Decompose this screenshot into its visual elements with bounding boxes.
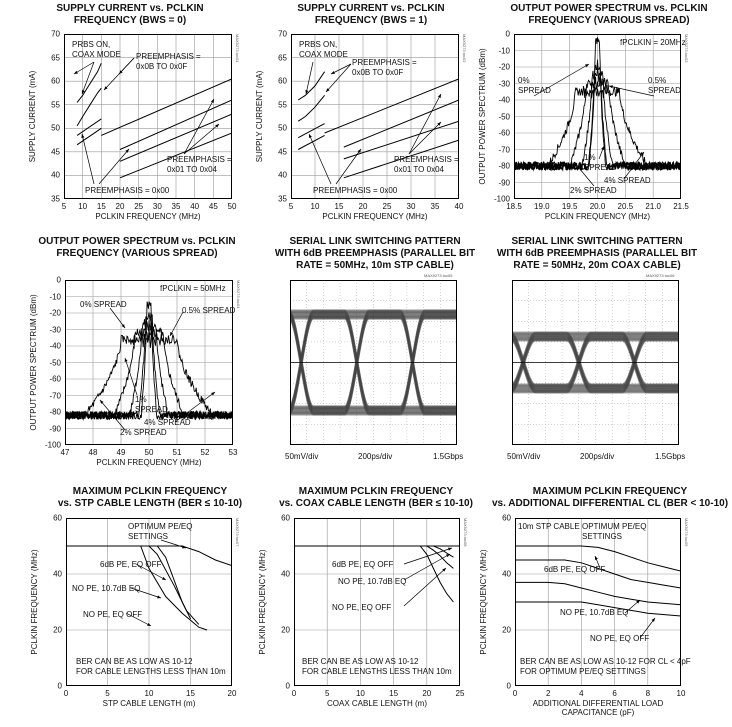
y-axis-label: OUTPUT POWER SPECTRUM (dBm)	[29, 294, 38, 431]
y-tick-label: -70	[49, 391, 61, 400]
title-line: MAXIMUM PCLKIN FREQUENCY	[298, 486, 454, 497]
title-line: vs. COAX CABLE LENGTH (BER ≤ 10-10)	[279, 498, 473, 509]
title-line: vs. STP CABLE LENGTH (BER ≤ 10-10)	[57, 498, 243, 509]
eye-bit-rate: 1.5Gbps	[433, 452, 464, 461]
y-tick-label: 20	[53, 625, 62, 635]
annotation: NO PE, EQ OFF	[332, 603, 392, 612]
annotation: fPCLKIN = 20MHz	[620, 38, 686, 47]
y-tick-label: -20	[49, 308, 61, 318]
annotation: PREEMPHASIS = 0x0B TO 0x0F	[136, 52, 201, 71]
annotation: PREEMPHASIS = 0x01 TO 0x04	[167, 155, 232, 174]
chart-title-p4	[22, 236, 252, 260]
annotation-arrow	[326, 64, 351, 92]
annotation-arrow	[82, 134, 94, 184]
annotation: 6dB PE, EQ OFF	[332, 560, 394, 569]
chart-p3	[514, 34, 681, 199]
series-line	[77, 63, 101, 102]
x-tick-label: 30	[152, 202, 162, 211]
y-tick-label: -80	[49, 407, 61, 417]
annotation: 4% SPREAD	[604, 176, 651, 185]
series-line	[298, 72, 324, 100]
y-tick-label: 20	[502, 625, 511, 635]
annotation: 10m STP CABLE	[518, 522, 580, 531]
figure-code: MAX9273 toc01	[235, 34, 240, 63]
eye-vertical-scale: 50mV/div	[285, 452, 319, 461]
x-tick-label: 35	[430, 202, 440, 211]
y-tick-label: 40	[278, 170, 287, 180]
annotation-arrowhead	[358, 149, 361, 153]
series-line	[298, 95, 324, 121]
annotation-arrowhead	[595, 556, 598, 560]
y-tick-label: -40	[49, 341, 61, 351]
x-tick-label: 49	[116, 448, 126, 457]
y-tick-label: 0	[57, 681, 62, 691]
y-tick-label: 0	[285, 681, 290, 691]
title-line: SUPPLY CURRENT vs. PCLKIN	[297, 3, 445, 14]
title-line: WITH 6dB PREEMPHASIS (PARALLEL BIT	[496, 248, 698, 259]
title-line: FREQUENCY (BWS = 0)	[73, 15, 187, 26]
y-axis-label: SUPPLY CURRENT (mA)	[255, 70, 264, 163]
figure-code: MAX9273 toc02	[462, 34, 467, 63]
x-tick-label: 20	[227, 689, 237, 698]
x-tick-label: 19.5	[561, 202, 578, 211]
series-line	[298, 135, 324, 149]
chart-title-p2	[256, 3, 486, 27]
y-tick-label: -70	[498, 145, 510, 154]
x-tick-label: 10	[676, 689, 686, 698]
x-tick-label: 21.5	[673, 202, 689, 211]
annotation-arrowhead	[122, 324, 125, 328]
y-tick-label: 0	[506, 681, 511, 691]
annotation-arrowhead	[157, 595, 161, 598]
x-tick-label: 15	[389, 689, 399, 698]
annotation-arrowhead	[652, 618, 655, 622]
y-tick-label: 55	[51, 100, 60, 110]
y-axis-label: SUPPLY CURRENT (mA)	[28, 70, 37, 163]
y-tick-label: -100	[493, 194, 510, 204]
y-tick-label: 35	[51, 194, 60, 204]
x-tick-label: 50	[144, 448, 154, 457]
chart-title-p9	[488, 486, 732, 510]
figure-code: MAX9273 toc05	[424, 273, 453, 278]
y-tick-label: -10	[498, 46, 510, 55]
eye-vertical-scale: 50mV/div	[507, 452, 541, 461]
x-tick-label: 18.5	[506, 202, 522, 211]
chart-title-p7	[40, 486, 260, 510]
x-tick-label: 50	[227, 202, 237, 211]
x-tick-label: 47	[60, 448, 70, 457]
x-axis-label: ADDITIONAL DIFFERENTIAL LOAD CAPACITANCE (pF)	[532, 699, 664, 717]
annotation: NO PE, 10.7dB EQ	[72, 584, 141, 593]
x-tick-label: 35	[171, 202, 181, 211]
title-line: OUTPUT POWER SPECTRUM vs. PCLKIN	[510, 3, 708, 14]
y-tick-label: 65	[278, 53, 287, 63]
y-tick-label: 40	[53, 569, 62, 579]
chart-title-p6	[492, 236, 702, 272]
x-tick-label: 20.0	[589, 202, 606, 211]
annotation: NO PE, 10.7dB EQ	[560, 608, 629, 617]
y-tick-label: 40	[281, 569, 290, 579]
x-tick-label: 20	[422, 689, 432, 698]
annotation-arrow	[309, 134, 331, 184]
x-axis-label: PCLKIN FREQUENCY (MHz)	[95, 212, 201, 221]
x-tick-label: 10	[355, 689, 365, 698]
x-tick-label: 20	[115, 202, 125, 211]
y-tick-label: -30	[49, 325, 61, 334]
title-line: FREQUENCY (BWS = 1)	[314, 15, 428, 26]
x-tick-label: 10	[144, 689, 154, 698]
x-tick-label: 6	[612, 689, 617, 698]
y-tick-label: 40	[51, 170, 60, 180]
annotation: BER CAN BE AS LOW AS 10-12 FOR CL < 4pF FOR OPTIMUM PE/EQ SETTINGS	[520, 657, 691, 676]
x-tick-label: 21.0	[645, 202, 661, 211]
title-line: SERIAL LINK SWITCHING PATTERN	[289, 236, 461, 247]
x-axis-label: COAX CABLE LENGTH (m)	[326, 699, 427, 708]
x-tick-label: 30	[406, 202, 416, 211]
y-tick-label: 60	[53, 513, 62, 523]
x-tick-label: 0	[291, 689, 297, 698]
x-tick-label: 5	[288, 202, 294, 211]
y-tick-label: -50	[498, 112, 510, 121]
x-tick-label: 40	[454, 202, 464, 211]
title-line: OUTPUT POWER SPECTRUM vs. PCLKIN	[38, 236, 236, 247]
figure-code: MAX9273 toc08	[463, 518, 468, 547]
x-tick-label: 19.0	[534, 202, 550, 211]
x-axis-label: PCLKIN FREQUENCY (MHz)	[544, 212, 651, 221]
x-tick-label: 51	[172, 448, 182, 457]
title-line: SERIAL LINK SWITCHING PATTERN	[511, 236, 683, 247]
figure-code: MAX9273 toc07	[235, 518, 240, 547]
y-tick-label: 60	[281, 513, 290, 523]
y-tick-label: -90	[49, 424, 61, 433]
series-line	[101, 79, 232, 136]
annotation-arrowhead	[609, 85, 613, 88]
x-tick-label: 2	[545, 689, 551, 698]
eye-time-scale: 200ps/div	[358, 452, 393, 461]
annotation: fPCLKIN = 50MHz	[160, 284, 226, 293]
annotation: 0.5% SPREAD	[182, 306, 236, 315]
x-tick-label: 40	[190, 202, 200, 211]
annotation: 2% SPREAD	[120, 428, 167, 437]
chart-title-p3	[486, 3, 732, 27]
x-tick-label: 25	[455, 689, 465, 698]
annotation-arrowhead	[125, 358, 128, 362]
title-line: RATE = 50MHz, 20m COAX CABLE)	[513, 260, 681, 271]
title-line: FREQUENCY (VARIOUS SPREAD)	[56, 248, 218, 259]
x-tick-label: 0	[512, 689, 518, 698]
x-tick-label: 5	[105, 689, 110, 698]
y-axis-label: OUTPUT POWER SPECTRUM (dBm)	[478, 48, 487, 185]
series-line	[77, 88, 101, 126]
y-tick-label: 45	[51, 147, 60, 157]
figure-code: MAX9273 toc03	[684, 34, 689, 63]
annotation: 2% SPREAD	[570, 186, 617, 195]
x-tick-label: 4	[579, 689, 584, 698]
annotation: NO PE, EQ OFF	[590, 634, 650, 643]
annotation: PRBS ON, COAX MODE	[72, 40, 121, 59]
y-tick-label: -30	[498, 79, 510, 88]
x-axis-label: STP CABLE LENGTH (m)	[102, 699, 196, 708]
annotation: OPTIMUM PE/EQ SETTINGS	[128, 522, 193, 541]
eye-time-scale: 200ps/div	[580, 452, 615, 461]
y-tick-label: 35	[278, 194, 287, 204]
x-tick-label: 52	[200, 448, 210, 457]
x-tick-label: 25	[134, 202, 144, 211]
y-tick-label: 0	[56, 275, 61, 285]
x-tick-label: 8	[645, 689, 651, 698]
annotation-arrow	[99, 149, 129, 184]
y-tick-label: -80	[498, 161, 510, 171]
annotation-arrow	[409, 94, 441, 154]
x-tick-label: 15	[186, 689, 195, 698]
figure-code: MAX9273 toc06	[646, 273, 675, 278]
annotation: OPTIMUM PE/EQ SETTINGS	[582, 522, 647, 541]
annotation: 6dB PE, EQ OFF	[100, 560, 162, 569]
title-line: RATE = 50MHz, 10m STP CABLE)	[296, 260, 454, 271]
annotation: 1% SPREAD	[584, 153, 617, 172]
x-tick-label: 48	[88, 448, 98, 457]
annotation: 1% SPREAD	[135, 395, 168, 414]
title-line: WITH 6dB PREEMPHASIS (PARALLEL BIT	[274, 248, 476, 259]
y-tick-label: 70	[51, 29, 60, 39]
y-tick-label: 60	[51, 76, 60, 86]
x-tick-label: 20.5	[617, 202, 634, 211]
eye-diagram-p5	[290, 280, 457, 445]
annotation-arrow	[409, 122, 441, 154]
annotation: BER CAN BE AS LOW AS 10-12 FOR CABLE LENGTHS LESS THAN 10m	[302, 657, 452, 676]
y-tick-label: -60	[498, 128, 510, 138]
annotation: 6dB PE, EQ OFF	[544, 565, 606, 574]
x-tick-label: 15	[334, 202, 344, 211]
y-tick-label: 60	[278, 76, 287, 86]
series-line	[77, 119, 101, 135]
x-axis-label: PCLKIN FREQUENCY (MHz)	[96, 458, 202, 467]
annotation: 0.5% SPREAD	[648, 76, 681, 95]
y-tick-label: -50	[49, 358, 61, 367]
y-tick-label: 45	[278, 147, 287, 157]
annotation-arrow	[336, 149, 361, 184]
figure-code: MAX9273 toc04	[236, 280, 241, 309]
annotation-arrow	[82, 62, 94, 94]
annotation: 0% SPREAD	[80, 300, 127, 309]
y-tick-label: 50	[278, 123, 287, 133]
annotation: NO PE, EQ OFF	[83, 610, 143, 619]
title-line: vs. ADDITIONAL DIFFERENTIAL CL (BER < 10-10)	[491, 498, 729, 509]
x-tick-label: 5	[61, 202, 67, 211]
y-tick-label: -40	[498, 95, 510, 105]
title-line: FREQUENCY (VARIOUS SPREAD)	[528, 15, 690, 26]
eye-bit-rate: 1.5Gbps	[655, 452, 686, 461]
annotation: PREEMPHASIS = 0x00	[85, 186, 170, 195]
y-tick-label: 20	[281, 625, 290, 635]
series-line	[298, 124, 324, 138]
annotation-arrowhead	[448, 548, 452, 551]
y-tick-label: -10	[49, 292, 61, 301]
eye-diagram-p6	[512, 280, 679, 445]
y-tick-label: 50	[51, 123, 60, 133]
chart-title-p5	[270, 236, 480, 272]
y-tick-label: 55	[278, 100, 287, 110]
y-tick-label: -90	[498, 178, 510, 187]
x-tick-label: 25	[382, 202, 392, 211]
x-axis-label: PCLKIN FREQUENCY (MHz)	[322, 212, 428, 221]
annotation: PREEMPHASIS = 0x01 TO 0x04	[394, 155, 459, 174]
y-tick-label: 60	[502, 513, 511, 523]
x-tick-label: 20	[358, 202, 368, 211]
title-line: MAXIMUM PCLKIN FREQUENCY	[532, 486, 688, 497]
x-tick-label: 10	[310, 202, 320, 211]
annotation: 4% SPREAD	[144, 418, 191, 427]
x-tick-label: 53	[228, 448, 238, 457]
x-tick-label: 10	[78, 202, 88, 211]
chart-title-p1	[10, 3, 250, 27]
x-tick-label: 5	[324, 689, 330, 698]
annotation: BER CAN BE AS LOW AS 10-12 FOR CABLE LENGTHS LESS THAN 10m	[76, 657, 226, 676]
series-line	[515, 582, 681, 604]
annotation-arrow	[404, 548, 452, 564]
figure-code: MAX9273 toc09	[684, 518, 689, 547]
annotation: NO PE, 10.7dB EQ	[338, 577, 407, 586]
x-tick-label: 0	[63, 689, 69, 698]
y-tick-label: 70	[278, 29, 287, 39]
y-axis-label: PCLKIN FREQUENCY (MHz)	[30, 549, 39, 655]
x-tick-label: 15	[96, 202, 106, 211]
title-line: SUPPLY CURRENT vs. PCLKIN	[56, 3, 204, 14]
annotation: 0% SPREAD	[518, 76, 551, 95]
y-axis-label: PCLKIN FREQUENCY (MHz)	[258, 549, 267, 655]
annotation: PREEMPHASIS = 0x00	[313, 186, 398, 195]
y-tick-label: -20	[498, 62, 510, 72]
y-tick-label: -60	[49, 374, 61, 384]
y-tick-label: -100	[44, 440, 61, 450]
y-tick-label: 65	[51, 53, 60, 63]
annotation: PREEMPHASIS = 0x0B TO 0x0F	[352, 58, 417, 77]
chart-title-p8	[266, 486, 486, 510]
y-tick-label: 0	[505, 29, 510, 39]
annotation-arrow	[110, 308, 125, 328]
annotation-arrowhead	[211, 392, 215, 395]
y-tick-label: 40	[502, 569, 511, 579]
title-line: MAXIMUM PCLKIN FREQUENCY	[72, 486, 228, 497]
y-axis-label: PCLKIN FREQUENCY (MHz)	[479, 549, 488, 655]
series-line	[77, 128, 101, 145]
x-tick-label: 45	[208, 202, 218, 211]
annotation: PRBS ON, COAX MODE	[299, 40, 348, 59]
